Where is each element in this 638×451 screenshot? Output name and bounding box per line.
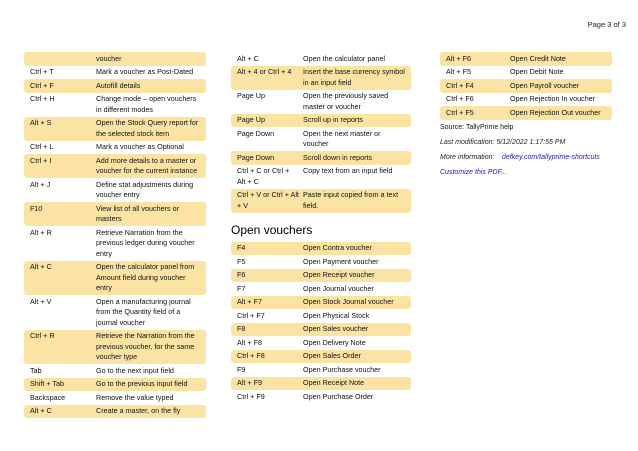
shortcut-description: Insert the base currency symbol in an input field bbox=[303, 67, 405, 87]
shortcut-row bbox=[24, 154, 206, 178]
shortcut-key: Ctrl + H bbox=[30, 94, 55, 103]
shortcut-description: Open the calculator panel from Amount field during voucher entry bbox=[96, 262, 195, 292]
shortcut-description: Retrieve Narration from the previous ledger during voucher entry bbox=[96, 227, 195, 258]
shortcut-description: Add more details to a master or voucher for the current instance bbox=[96, 155, 198, 175]
shortcut-row bbox=[231, 255, 411, 269]
shortcut-key: Page Down bbox=[237, 152, 275, 162]
shortcut-row bbox=[231, 296, 411, 310]
shortcut-description: Go to the previous input field bbox=[96, 379, 188, 388]
shortcut-key: Alt + 4 or Ctrl + 4 bbox=[237, 67, 292, 76]
open-vouchers-list bbox=[231, 242, 411, 404]
shortcut-row bbox=[24, 405, 206, 419]
shortcut-key: Ctrl + F6 bbox=[446, 94, 474, 103]
shortcut-row bbox=[231, 66, 411, 90]
shortcut-row bbox=[24, 226, 206, 261]
voucher-shortcuts-list bbox=[440, 52, 612, 120]
shortcut-key: Ctrl + T bbox=[30, 67, 54, 76]
shortcut-row bbox=[440, 66, 612, 80]
shortcut-description: Scroll down in reports bbox=[303, 152, 373, 162]
shortcut-key: Alt + F6 bbox=[446, 53, 471, 63]
shortcut-column-1 bbox=[24, 52, 206, 418]
shortcut-key: Ctrl + F5 bbox=[446, 107, 474, 117]
shortcut-row bbox=[440, 79, 612, 93]
shortcut-row bbox=[231, 336, 411, 350]
shortcut-row bbox=[231, 151, 411, 165]
shortcut-row bbox=[231, 189, 411, 213]
shortcut-key: F8 bbox=[237, 324, 246, 333]
shortcut-key: Alt + C bbox=[30, 262, 52, 271]
shortcut-row bbox=[231, 127, 411, 151]
shortcut-row bbox=[24, 261, 206, 296]
shortcut-description: Open Debit Note bbox=[510, 67, 564, 76]
shortcut-description: Open a manufacturing journal from the Quantity field of a journal voucher bbox=[96, 296, 191, 327]
shortcut-row bbox=[231, 350, 411, 364]
shortcut-description: Open Receipt Note bbox=[303, 378, 365, 387]
shortcut-key: F6 bbox=[237, 270, 246, 279]
shortcut-row bbox=[24, 66, 206, 80]
section-title-open-vouchers: Open vouchers bbox=[231, 222, 313, 237]
shortcut-description: Open Credit Note bbox=[510, 53, 566, 63]
shortcut-description: Open the previously saved master or voucher bbox=[303, 91, 389, 111]
shortcut-key: Alt + F5 bbox=[446, 67, 471, 76]
shortcut-row bbox=[24, 330, 206, 365]
shortcut-description: Open Rejection In voucher bbox=[510, 94, 596, 103]
shortcut-key: F4 bbox=[237, 243, 246, 252]
shortcut-description: Open Delivery Note bbox=[303, 337, 366, 347]
shortcut-description: Open Sales Order bbox=[303, 351, 361, 360]
shortcut-description: Remove the value typed bbox=[96, 392, 174, 402]
shortcut-row bbox=[24, 178, 206, 202]
shortcut-row bbox=[231, 114, 411, 128]
shortcut-row bbox=[231, 282, 411, 296]
shortcut-row bbox=[231, 390, 411, 404]
shortcut-row bbox=[24, 295, 206, 330]
shortcut-key: Alt + R bbox=[30, 227, 52, 237]
shortcut-key: Alt + J bbox=[30, 179, 51, 189]
shortcut-key: Alt + S bbox=[30, 118, 52, 127]
shortcut-description: Open Rejection Out voucher bbox=[510, 107, 601, 117]
shortcut-description: Open Payment voucher bbox=[303, 256, 379, 266]
shortcut-column-3 bbox=[440, 52, 612, 176]
shortcut-row bbox=[24, 391, 206, 405]
shortcut-description: Autofill details bbox=[96, 80, 141, 90]
shortcut-row bbox=[440, 52, 612, 66]
more-information-link[interactable]: defkey.com/tallyprime-shortcuts bbox=[501, 153, 600, 161]
shortcut-key: Ctrl + R bbox=[30, 331, 55, 340]
shortcut-description: Open Purchase voucher bbox=[303, 364, 381, 374]
customize-pdf-link[interactable]: Customize this PDF... bbox=[440, 168, 507, 176]
shortcut-description: Define stat adjustments during voucher entry bbox=[96, 179, 194, 199]
shortcut-key: Shift + Tab bbox=[30, 379, 65, 388]
shortcut-row bbox=[24, 202, 206, 226]
shortcut-description: Paste input copied from a text field. bbox=[303, 190, 399, 210]
shortcut-key: Alt + F8 bbox=[237, 337, 262, 347]
shortcut-description: Open Journal voucher bbox=[303, 283, 374, 293]
shortcut-description: Change mode – open vouchers in different modes bbox=[96, 94, 197, 114]
shortcut-row bbox=[440, 93, 612, 107]
shortcut-description: Open Physical Stock bbox=[303, 310, 370, 320]
shortcut-row bbox=[24, 378, 206, 392]
shortcut-description: Scroll up in reports bbox=[303, 115, 363, 124]
shortcut-key: Ctrl + F9 bbox=[237, 391, 265, 401]
shortcut-column-2 bbox=[231, 52, 411, 404]
shortcut-key: Page Up bbox=[237, 91, 265, 100]
shortcut-description: Mark a voucher as Post-Dated bbox=[96, 67, 194, 76]
page-number: Page 3 of 3 bbox=[587, 20, 626, 29]
shortcut-description: View list of all vouchers or masters bbox=[96, 203, 179, 223]
shortcut-row bbox=[24, 364, 206, 378]
shortcut-description: Open Purchase Order bbox=[303, 391, 374, 401]
shortcut-key: Tab bbox=[30, 365, 42, 375]
shortcut-row bbox=[24, 52, 206, 66]
shortcut-key: Ctrl + F bbox=[30, 80, 54, 90]
shortcut-key: Backspace bbox=[30, 392, 66, 402]
shortcut-key: Ctrl + F4 bbox=[446, 80, 474, 90]
shortcut-key: F10 bbox=[30, 203, 43, 213]
more-information-label: More information: bbox=[440, 153, 495, 161]
shortcut-row bbox=[231, 242, 411, 256]
shortcut-key: Page Down bbox=[237, 128, 275, 138]
shortcut-key: Ctrl + L bbox=[30, 142, 54, 151]
shortcut-key: Alt + V bbox=[30, 296, 52, 306]
shortcut-key: Ctrl + I bbox=[30, 155, 52, 165]
shortcut-description: Open the calculator panel bbox=[303, 53, 385, 63]
shortcut-description: Open the Stock Query report for the selected stock item bbox=[96, 118, 199, 138]
shortcut-key: Ctrl + F8 bbox=[237, 351, 265, 360]
shortcut-key: Ctrl + F7 bbox=[237, 310, 265, 320]
shortcut-key: F9 bbox=[237, 364, 246, 374]
shortcut-key: Ctrl + C or Ctrl + Alt + C bbox=[237, 166, 290, 186]
shortcut-row bbox=[24, 93, 206, 117]
shortcut-key bbox=[30, 54, 96, 65]
shortcut-key: Alt + F9 bbox=[237, 378, 262, 387]
shortcut-row bbox=[231, 52, 411, 66]
shortcut-row bbox=[231, 363, 411, 377]
shortcut-row bbox=[24, 117, 206, 141]
shortcut-key: F7 bbox=[237, 283, 246, 293]
shortcut-description: Copy text from an input field bbox=[303, 166, 393, 175]
shortcut-row bbox=[231, 323, 411, 337]
shortcut-description: Open Receipt voucher bbox=[303, 270, 375, 279]
shortcut-key: Alt + C bbox=[237, 53, 259, 63]
last-modification: Last modification: 5/12/2022 1:17:55 PM bbox=[440, 138, 566, 146]
shortcut-row bbox=[24, 141, 206, 155]
shortcut-key: Page Up bbox=[237, 115, 265, 124]
shortcut-key: F5 bbox=[237, 256, 246, 266]
shortcut-description: voucher bbox=[96, 53, 122, 63]
shortcut-description: Open Payroll voucher bbox=[510, 80, 580, 90]
source-text: Source: TallyPrime help bbox=[440, 123, 514, 131]
shortcut-key: Alt + C bbox=[30, 406, 52, 415]
shortcut-description: Open Contra voucher bbox=[303, 243, 372, 252]
shortcut-description: Open Stock Journal voucher bbox=[303, 297, 394, 306]
shortcut-row bbox=[231, 309, 411, 323]
shortcut-description: Retrieve the Narration from the previous voucher, for the same voucher type bbox=[96, 331, 195, 361]
shortcut-row bbox=[440, 106, 612, 120]
shortcut-row bbox=[231, 269, 411, 283]
shortcut-description: Open the next master or voucher bbox=[303, 128, 381, 148]
shortcut-row bbox=[24, 79, 206, 93]
more-information bbox=[440, 154, 612, 161]
shortcut-key: Alt + F7 bbox=[237, 297, 262, 306]
shortcut-description: Open Sales voucher bbox=[303, 324, 369, 333]
general-shortcuts-list bbox=[231, 52, 411, 213]
shortcut-key: Ctrl + V or Ctrl + Alt + V bbox=[237, 190, 299, 210]
shortcut-description: Mark a voucher as Optional bbox=[96, 142, 184, 151]
shortcut-description: Create a master, on the fly bbox=[96, 406, 181, 415]
shortcut-description: Go to the next input field bbox=[96, 365, 174, 375]
shortcut-row bbox=[231, 90, 411, 114]
shortcut-row bbox=[231, 165, 411, 189]
shortcut-row bbox=[231, 377, 411, 391]
